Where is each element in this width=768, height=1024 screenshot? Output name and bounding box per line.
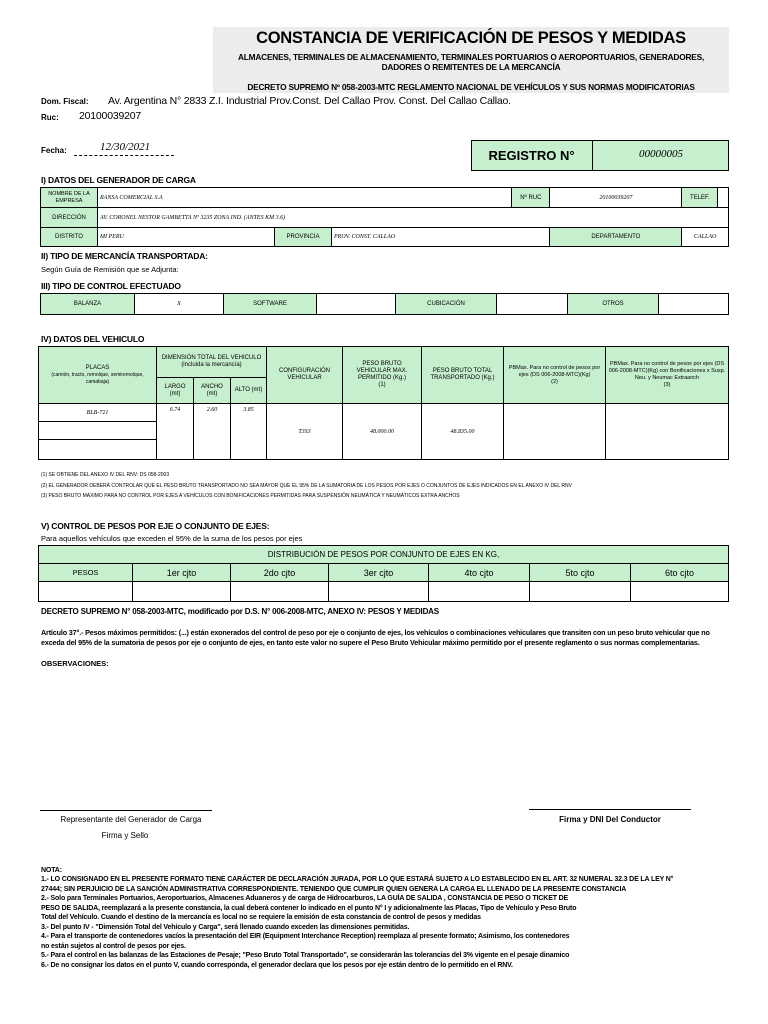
eje-5-value: [530, 582, 631, 602]
pbt-value: 48.835.00: [422, 404, 504, 460]
subtitle-line-1: ALMACENES, TERMINALES DE ALMACENAMIENTO, TERMINALES PORTUARIOS O AEROPORTUARIOS, GENERADORES,: [237, 52, 705, 62]
nombre-label: NOMBRE DE LA EMPRESA: [41, 188, 98, 208]
largo-value: 6.74: [157, 404, 194, 460]
alto-header: ALTO (mt): [231, 378, 267, 404]
note-line: Total del Vehículo. Cuando el destino de la mercancía es local no se requiere la emisión de esta constancia de control de pesos y medidas: [41, 914, 481, 921]
footnote-1: (1) SE OBTIENE DEL ANEXO IV DEL RNV: DS 058-2003: [41, 472, 170, 478]
legal-decreto: DECRETO SUPREMO N° 058-2003-MTC, modificado por D.S. N° 006-2008-MTC, ANEXO IV: PESOS Y MEDIDAS: [41, 607, 439, 616]
placas-header-sub: (camión, tracto, remolque, semiremolque, camabaja): [51, 371, 144, 385]
document-subtitle: [213, 52, 729, 72]
ruc-label: Ruc:: [41, 113, 59, 122]
dimension-header-sub: (incluida la mercancía): [181, 362, 242, 368]
articulo-37-title: Artículo 37°.- Pesos máximos permitidos: (...): [41, 628, 189, 637]
eje-2-value: [231, 582, 329, 602]
ejes-table: [38, 545, 729, 602]
placa-2: [39, 422, 157, 440]
section-4-title: IV) DATOS DEL VEHICULO: [41, 334, 145, 344]
note-line: 1.- LO CONSIGNADO EN EL PRESENTE FORMATO TIENE CARÁCTER DE DECLARACIÓN JURADA, POR LO QUE ESTARÁ SUJETO A LO ESTABLECIDO EN EL ART. 32 NUMERAL 32.3 DE LA LEY N°: [41, 876, 674, 883]
provincia-label: PROVINCIA: [275, 228, 332, 247]
pbmax2-header-num: (2): [551, 378, 558, 385]
cubicacion-label: CUBICACIÓN: [396, 294, 497, 315]
section-5-title: V) CONTROL DE PESOS POR EJE O CONJUNTO DE EJES:: [41, 521, 270, 531]
conductor-label: Firma y DNI Del Conductor: [559, 815, 661, 824]
eje-1-header: 1er cjto: [133, 564, 231, 582]
fecha-underline: [74, 155, 174, 156]
eje-3-header: 3er cjto: [329, 564, 429, 582]
note-line: 4.- Para el transporte de contenedores vacíos la presentación del EIR (Equipment Interchance Reception) reemplaza al presente formato; Asimismo, los contenedores: [41, 933, 570, 940]
pesos-label: PESOS: [39, 564, 133, 582]
dom-fiscal-label: Dom. Fiscal:: [41, 97, 89, 106]
pbmax3-header-title: PBMax. Para no control de pesos por ejes (DS 006-2008-MTC)(Kg) con Bonificaciones x Susp. Neu. y Neumac Extraanch: [608, 361, 726, 381]
placas-header-title: PLACAS: [85, 364, 110, 371]
telef-label: TELEF.: [682, 188, 718, 208]
pbmax2-value: [504, 404, 606, 460]
largo-header: LARGO (mt): [157, 378, 194, 404]
section-3-title: III) TIPO DE CONTROL EFECTUADO: [41, 281, 181, 291]
eje-6-header: 6to cjto: [631, 564, 729, 582]
placa-1: BLB-721: [39, 404, 157, 422]
pbt-header: PESO BRUTO TOTAL TRANSPORTADO (Kg.): [422, 347, 504, 404]
articulo-37: [41, 628, 729, 648]
direccion-label: DIRECCIÓN: [41, 208, 98, 228]
pbmax2-header-title: PBMax. Para no control de pesos por ejes (DS 006-2008-MTC)(Kg): [508, 364, 601, 378]
section-5-sub: Para aquellos vehículos que exceden el 95% de la suma de los pesos por ejes: [41, 534, 303, 543]
dist-header: DISTRIBUCIÓN DE PESOS POR CONJUNTO DE EJES EN KG,: [39, 546, 729, 564]
departamento-label: DEPARTAMENTO: [550, 228, 682, 247]
note-line: 3.- Del punto IV - "Dimensión Total del Vehículo y Carga", será llenado cuando exceden las dimensiones permitidas.: [41, 923, 410, 931]
config-value: T3S3: [267, 404, 343, 460]
eje-6-value: [631, 582, 729, 602]
footnote-2: (2) EL GENERADOR DEBERÁ CONTROLAR QUE EL PESO BRUTO TRANSPORTADO NO SEA MAYOR QUE EL 95% DE LA SUMATORIA DE LOS PESOS POR EJES O CONJUNTOS DE EJES INDICADOS EN EL ANEXO IV DEL RNV: [41, 483, 572, 489]
telef-value: [718, 188, 729, 208]
vehiculo-table: [38, 346, 729, 460]
firma-sello-label: Firma y Sello: [101, 831, 149, 840]
alto-value: 3.85: [231, 404, 267, 460]
section-1-title: I) DATOS DEL GENERADOR DE CARGA: [41, 175, 196, 185]
document-title: CONSTANCIA DE VERIFICACIÓN DE PESOS Y MEDIDAS: [256, 28, 686, 47]
pbv-header: [343, 347, 422, 404]
pbmax2-header: [504, 347, 606, 404]
ruc-label-cell: Nº RUC: [512, 188, 550, 208]
observaciones-label: OBSERVACIONES:: [41, 659, 109, 668]
ancho-header: ANCHO (mt): [194, 378, 231, 404]
eje-2-header: 2do cjto: [231, 564, 329, 582]
notes-title: NOTA:: [41, 867, 62, 874]
articulo-37-text: están exonerados del control de peso por eje o conjunto de ejes, los vehículos o combinaciones vehiculares que transiten con un peso bruto vehicular que no exceda del 95% de la sumatoria de pesos por eje o conjunto de ejes, en tanto este valor no supere el Peso Bruto Vehicular máximo permitido por el presente reglamento o sus normas complementarias.: [41, 628, 710, 647]
note-line: no están sujetos al control de pesos por ejes.: [41, 942, 186, 950]
pbv-value: 48.000.00: [343, 404, 422, 460]
software-value: [317, 294, 396, 315]
footnote-3: (3) PESO BRUTO MAXIMO PARA NO CONTROL POR EJES A VEHÍCULOS CON BONIFICACIONES PERMITIDAS PARA SUSPENSIÓN NEUMÁTICA Y NEUMÁTICOS EXTRA ANCHOS: [41, 493, 460, 499]
dimension-header: [157, 347, 267, 378]
subtitle-line-2: DADORES O REMITENTES DE LA MERCANCÍA: [381, 62, 561, 72]
registro-label: REGISTRO N°: [488, 148, 575, 163]
departamento-value: CALLAO: [682, 228, 729, 247]
placas-header: [39, 347, 157, 404]
dimension-header-title: DIMENSIÓN TOTAL DEL VEHICULO: [161, 355, 262, 361]
note-line: 6.- De no consignar los datos en el punto V, cuando corresponda, el generador declara que los pesos por eje están dentro de lo permitido en el RNV.: [41, 961, 513, 969]
registro-value: 00000005: [639, 148, 683, 160]
software-label: SOFTWARE: [224, 294, 317, 315]
eje-3-value: [329, 582, 429, 602]
eje-4-value: [429, 582, 530, 602]
pbmax3-value: [606, 404, 729, 460]
pbmax3-header: [606, 347, 729, 404]
balanza-label: BALANZA: [41, 294, 135, 315]
ruc-value: 20100039207: [79, 110, 142, 122]
balanza-value: X: [135, 294, 224, 315]
pbmax3-header-num: (3): [663, 382, 671, 388]
control-table: [40, 293, 729, 315]
notes-body: [41, 875, 741, 970]
cubicacion-value: [497, 294, 568, 315]
conductor-signature-line: [529, 809, 691, 810]
pbv-header-title: PESO BRUTO VEHICULAR MAX. PERMITIDO (Kg.): [356, 361, 408, 381]
ancho-value: 2.60: [194, 404, 231, 460]
config-header: CONFIGURACIÓN VEHICULAR: [267, 347, 343, 404]
note-line: 5.- Para el control en las balanzas de las Estaciones de Pesaje; "Peso Bruto Total Transportado", se considerarán las tolerancias del 3% vigente en el pesaje dinamico: [41, 952, 570, 959]
provincia-value: PROV. CONST. CALLAO: [332, 228, 550, 247]
ruc-value-cell: 20100039207: [550, 188, 682, 208]
distrito-label: DISTRITO: [41, 228, 98, 247]
eje-5-header: 5to cjto: [530, 564, 631, 582]
rep-signature-line: [40, 810, 212, 811]
header-decreto: DECRETO SUPREMO Nº 058-2003-MTC REGLAMENTO NACIONAL DE VEHÍCULOS Y SUS NORMAS MODIFICATORIAS: [247, 82, 695, 92]
observaciones-value: [41, 672, 729, 792]
fecha-label: Fecha:: [41, 146, 67, 155]
pbv-header-num: (1): [378, 382, 386, 388]
nombre-value: RANSA COMERCIAL S.A: [98, 188, 512, 208]
distrito-value: MI PERU: [98, 228, 275, 247]
note-line: 27444; SIN PERJUICIO DE LA SANCIÓN ADMINISTRATIVA CORRESPONDIENTE. TENIENDO QUE CUMPLIR QUIEN GENERA LA CARGA EL LLENADO DE LA PRESENTE CONSTANCIA: [41, 885, 627, 893]
otros-label: OTROS: [568, 294, 659, 315]
section-2-text: Según Guía de Remisión que se Adjunta:: [41, 265, 179, 274]
dom-fiscal-value: Av. Argentina N° 2833 Z.I. Industrial Prov.Const. Del Callao Prov. Const. Del Callao Callao.: [108, 95, 511, 107]
placa-3: [39, 440, 157, 460]
note-line: 2.- Solo para Terminales Portuarios, Aeroportuarios, Almacenes Aduaneros y de carga de Hidrocarburos, LA GUÍA DE SALIDA , CONSTANCIA DE PESO O TICKET DE: [41, 895, 569, 902]
fecha-value: 12/30/2021: [100, 141, 151, 153]
eje-4-header: 4to cjto: [429, 564, 530, 582]
otros-value: [659, 294, 729, 315]
note-line: PESO DE SALIDA, reemplazará a la presente constancia, la cual deberá contener lo indicado en el punto N° I y adicionalmente las Placas, Tipo de Vehículo y Peso Bruto: [41, 904, 577, 912]
generador-table: [40, 187, 729, 247]
rep-label: Representante del Generador de Carga: [60, 815, 202, 824]
direccion-value: AV. CORONEL NESTOR GAMBETTA Nº 3235 ZONA IND. (ANTES KM 3.6): [98, 208, 729, 228]
pesos-empty: [39, 582, 133, 602]
eje-1-value: [133, 582, 231, 602]
section-2-title: II) TIPO DE MERCANCÍA TRANSPORTADA:: [41, 251, 208, 261]
